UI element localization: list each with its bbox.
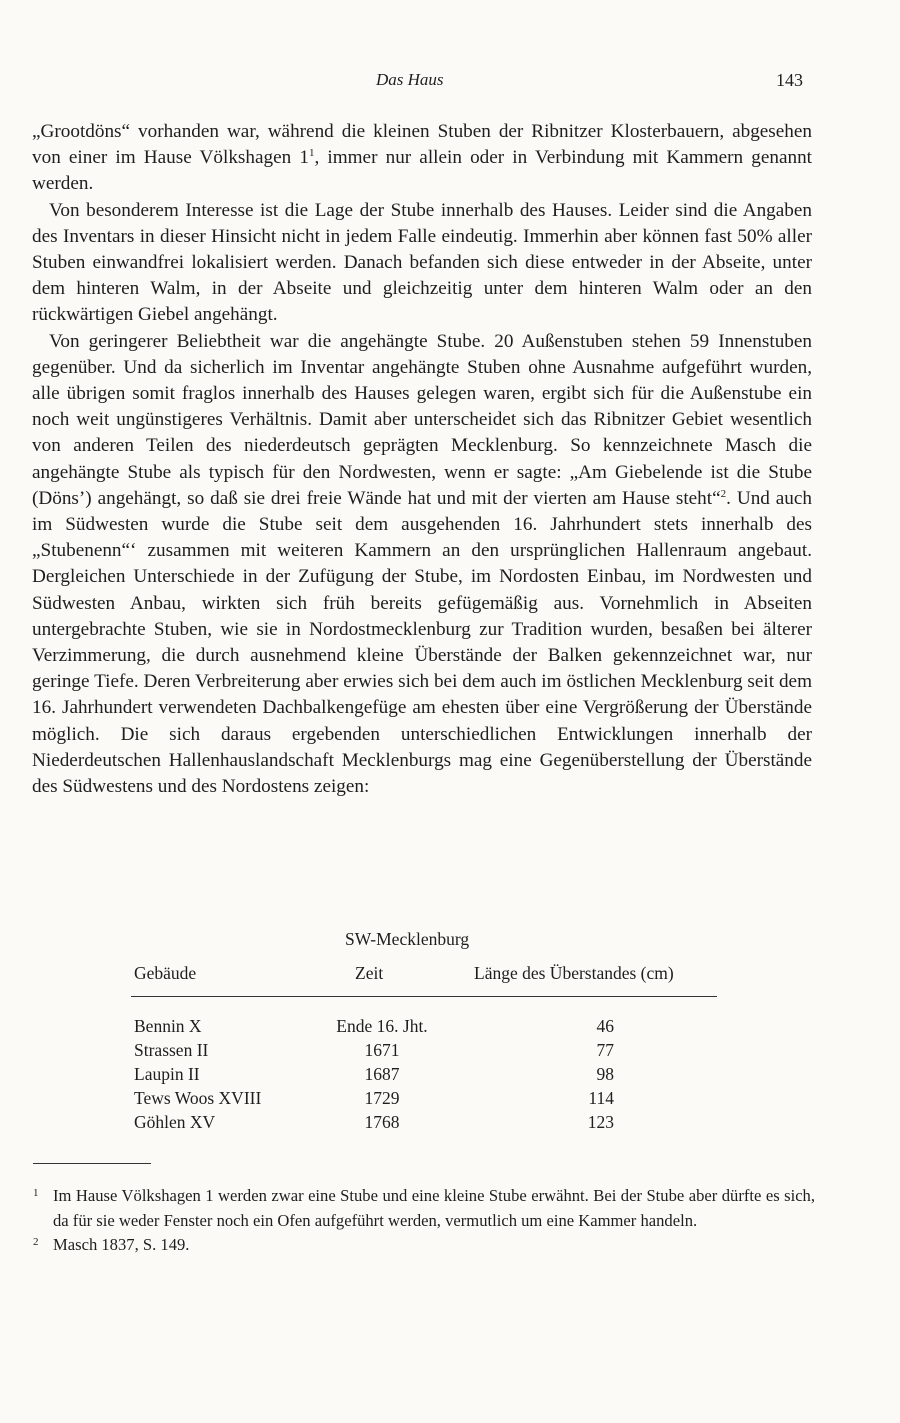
footnote-rule [33,1163,151,1164]
running-head: Das Haus [376,70,444,89]
table-row [0,1088,900,1112]
page-number: 143 [776,70,803,90]
table-rule [131,996,717,997]
cell-building: Strassen II [134,1040,209,1060]
footnote-ref-1: 1 [308,147,315,160]
paragraph-2: Von besonderem Interesse ist die Lage der Stube innerhalb des Hauses. Leider sind die Angaben des Inventars in dieser Hinsicht nicht in jedem Falle eindeutig. Immerhin aber können fast 50% aller Stuben einwandfrei lokalisiert werden. Danach befanden sich diese entweder in der Abseite, unter dem hinteren Walm, in der Abseite und gleichzeitig unter dem hinteren Walm oder an den rückwärtigen Giebel angehängt. [32,199,812,326]
cell-length: 46 [596,1016,614,1036]
cell-building: Laupin II [134,1064,200,1084]
cell-length: 77 [596,1040,614,1060]
cell-building: Bennin X [134,1016,202,1036]
footnote-text: Im Hause Völkshagen 1 werden zwar eine Stube und eine kleine Stube erwähnt. Bei der Stube aber dürfte es sich, da für sie weder Fenster noch ein Ofen aufgeführt werden, vermutlich um eine Kammer handeln. [53,1186,815,1230]
cell-length: 123 [587,1112,614,1132]
paragraph-3-text-b: . Und auch im Südwesten wurde die Stube seit dem ausgehenden 16. Jahrhundert stets innerhalb des „Stubenenn“‘ zusammen mit weiteren Kammern an den ursprünglichen Hallenraum angebaut. Dergleichen Unterschiede in der Zufügung der Stube, im Nordosten Einbau, im Nordwesten und Südwesten Anbau, wirkten sich früh bereits gefügemäßig aus. Vornehmlich in Abseiten untergebrachte Stuben, wie sie in Nordostmecklenburg zur Tradition wurden, besaßen bei älterer Verzimmerung, die durch ausnehmend kleine Überstände der Balken gekennzeichnet war, nur geringe Tiefe. Deren Verbreiterung aber erwies sich bei dem auch im östlichen Mecklenburg seit dem 16. Jahrhundert verwendeten Dachbalkengefüge am ehesten über eine Vergrößerung der Überstände möglich. Die sich daraus ergebenden unterschiedlichen Entwicklungen innerhalb der Niederdeutschen Hallenhauslandschaft Mecklenburgs mag eine Gegenüberstellung der Überstände des Südwestens und des Nordostens zeigen: [32,487,813,798]
table-row [0,1016,900,1040]
cell-length: 114 [588,1088,614,1108]
table-header [0,963,900,987]
paragraph-1 [32,119,812,198]
footnote-mark: 1 [33,1187,39,1199]
table-body [0,1016,900,1136]
cell-time: 1729 [364,1088,400,1108]
column-header-length: Länge des Überstandes (cm) [474,963,674,983]
column-header-building: Gebäude [134,963,197,983]
cell-length: 98 [596,1064,614,1084]
cell-building: Tews Woos XVIII [134,1088,262,1108]
cell-time: 1671 [364,1040,400,1060]
paragraph-1-text-b: , immer nur allein oder in Verbindung mit Kammern genannt werden. [32,147,812,195]
footnote-ref-2: 2 [720,487,727,500]
cell-building: Göhlen XV [134,1112,216,1132]
column-header-time: Zeit [355,963,384,983]
paragraph-1-text-a: „Grootdöns“ vorhanden war, während die kleinen Stuben der Ribnitzer Klosterbauern, abgesehen von einer im Hause Völkshagen 1 [32,121,812,169]
cell-time: 1687 [364,1064,400,1084]
table-row [0,1112,900,1136]
cell-time: Ende 16. Jht. [336,1016,428,1036]
cell-time: 1768 [364,1112,400,1132]
table-title: SW-Mecklenburg [345,929,470,949]
body-text [32,119,812,800]
footnotes [33,1184,815,1258]
table-row [0,1064,900,1088]
paragraph-3-text-a: Von geringerer Beliebtheit war die angehängte Stube. 20 Außenstuben stehen 59 Innenstuben gegenüber. Und da sicherlich im Inventar angehängte Stuben ohne Ausnahme aufgeführt wurden, alle übrigen somit fraglos innerhalb des Hauses gelegen waren, ergibt sich für die Außenstube ein noch weit ungünstigeres Verhältnis. Damit aber unterscheidet sich das Ribnitzer Gebiet wesentlich von anderen Teilen des niederdeutsch geprägten Mecklenburg. So kennzeichnete Masch die angehängte Stube als typisch für den Nordwesten, wenn er sagte: „Am Giebelende ist die Stube (Döns’) angehängt, so daß sie drei freie Wände hat und mit der vierten am Hause steht“ [32,330,812,509]
footnote-mark: 2 [33,1236,39,1249]
footnote-text: Masch 1837, S. 149. [53,1235,190,1255]
paragraph-3 [32,329,812,801]
footnote-1 [33,1184,815,1233]
table-row [0,1040,900,1064]
footnote-2 [33,1233,815,1258]
